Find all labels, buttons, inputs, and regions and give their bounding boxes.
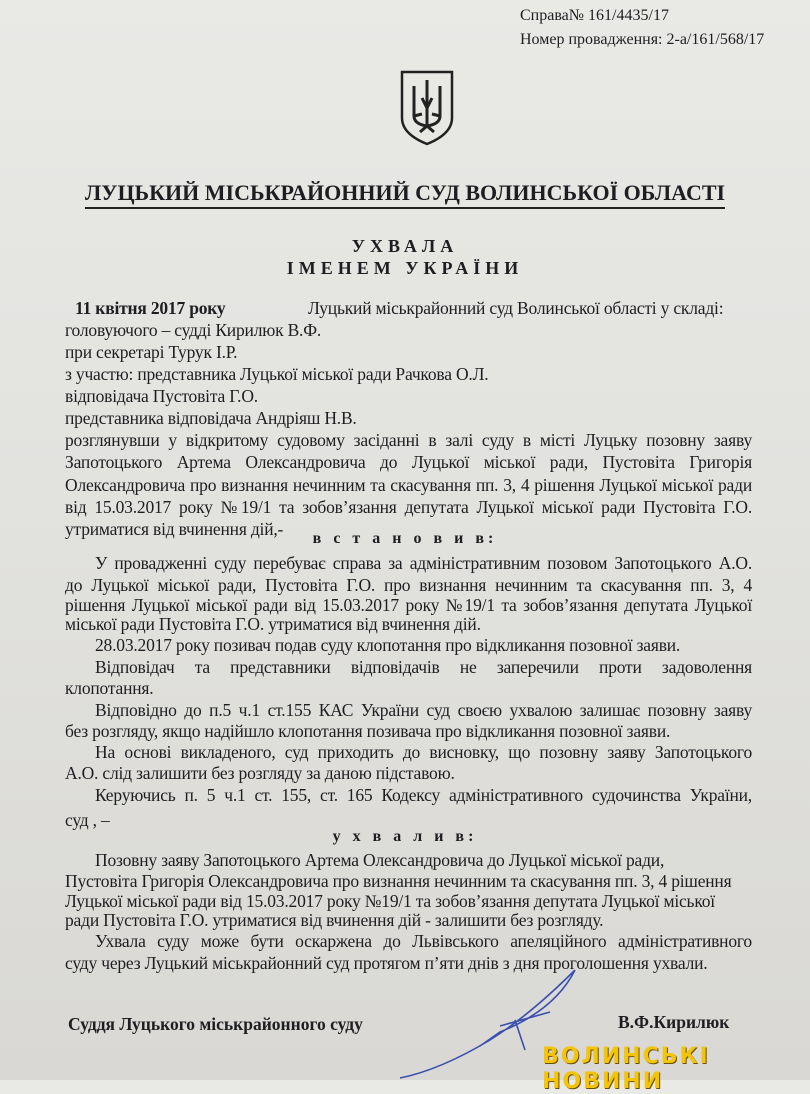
text-line: суду через Луцький міськрайонний суд протягом п’яти днів з дня проголошення ухвали.: [65, 953, 708, 973]
text-line: Запотоцького Артема Олександровича до Луцької міської ради, Пустовіта Григорія: [65, 452, 752, 472]
case-number: Справа№ 161/4435/17: [520, 7, 669, 24]
text-line: представника відповідача Андріяш Н.В.: [65, 408, 357, 428]
text-line: з участю: представника Луцької міської ради Рачкова О.Л.: [65, 364, 489, 384]
text-line: Олександровича про визнання нечинним та скасування пп. 3, 4 рішення Луцької міської ради: [65, 475, 752, 495]
court-composition: Луцький міськрайонний суд Волинської області у складі:: [308, 298, 724, 318]
text-line: міської ради Пустовіта Г.О. утриматися від вчинення дій.: [65, 614, 481, 634]
decision-date: 11 квітня 2017 року: [75, 298, 226, 318]
text-line: відповідача Пустовіта Г.О.: [65, 386, 258, 406]
section-heading-ruled: у х в а л и в:: [332, 828, 478, 845]
text-line: 28.03.2017 року позивач подав суду клопотання про відкликання позовної заяви.: [95, 635, 681, 655]
text-line: Пустовіта Григорія Олександровича про визнання нечинним та скасування пп. 3, 4 рішення: [65, 871, 732, 891]
text-line: Керуючись п. 5 ч.1 ст. 155, ст. 165 Кодексу адміністративного судочинства України,: [95, 785, 752, 805]
text-line: від 15.03.2017 року №19/1 та зобов’язання депутата Луцької міської ради Пустовіта Г.О.: [65, 497, 752, 517]
text-line: головуючого – судді Кирилюк В.Ф.: [65, 320, 322, 340]
proceeding-number: Номер провадження: 2-а/161/568/17: [520, 31, 765, 48]
text-line: клопотання.: [65, 678, 154, 698]
coat-of-arms-icon: [398, 68, 456, 146]
text-line: Відповідно до п.5 ч.1 ст.155 КАС України суд своєю ухвалою залишає позовну заяву: [95, 700, 752, 720]
court-name-text: ЛУЦЬКИЙ МІСЬКРАЙОННИЙ СУД ВОЛИНСЬКОЇ ОБЛАСТІ: [85, 180, 725, 209]
text-line: Позовну заяву Запотоцького Артема Олександровича до Луцької міської ради,: [95, 850, 665, 870]
section-heading-established: в с т а н о в и в:: [312, 530, 498, 547]
text-line: суд , –: [65, 810, 110, 830]
text-line: розглянувши у відкритому судовому засіданні в залі суду в місті Луцьку позовну заяву: [65, 430, 752, 450]
text-line: до Луцької міської ради, Пустовіта Г.О. про визнання нечинним та скасування пп. 3, 4: [65, 575, 752, 595]
document-title: УХВАЛА: [351, 236, 459, 256]
text-line: Ухвала суду може бути оскаржена до Львівського апеляційного адміністративного: [95, 931, 752, 951]
text-line: Луцької міської ради від 15.03.2017 року №19/1 та зобов’язання депутата Луцької міської: [65, 891, 715, 911]
text-line: рішення Луцької міської ради від 15.03.2017 року №19/1 та зобов’язання депутата Луцької: [65, 595, 752, 615]
text-line: без розгляду, якщо надійшло клопотання позивача про відкликання позовної заяви.: [65, 721, 671, 741]
text-line: утриматися від вчинення дій,-: [65, 519, 284, 539]
document-subtitle: ІМЕНЕМ УКРАЇНИ: [286, 258, 524, 278]
text-line: Відповідач та представники відповідачів не заперечили проти задоволення: [95, 657, 752, 677]
watermark-logo: ВОЛИНСЬКІ НОВИНИ: [542, 1044, 710, 1094]
text-line: ради Пустовіта Г.О. утриматися від вчинення дій - залишити без розгляду.: [65, 910, 604, 930]
judge-title: Суддя Луцького міськрайонного суду: [68, 1014, 363, 1034]
text-line: А.О. слід залишити без розгляду за даною підставою.: [65, 763, 455, 783]
court-name: [0, 180, 810, 206]
text-line: У провадженні суду перебуває справа за адміністративним позовом Запотоцького А.О.: [95, 553, 752, 573]
text-line: На основі викладеного, суд приходить до висновку, що позовну заяву Запотоцького: [95, 742, 752, 762]
judge-name: В.Ф.Кирилюк: [618, 1012, 730, 1032]
text-line: при секретарі Турук І.Р.: [65, 342, 238, 362]
